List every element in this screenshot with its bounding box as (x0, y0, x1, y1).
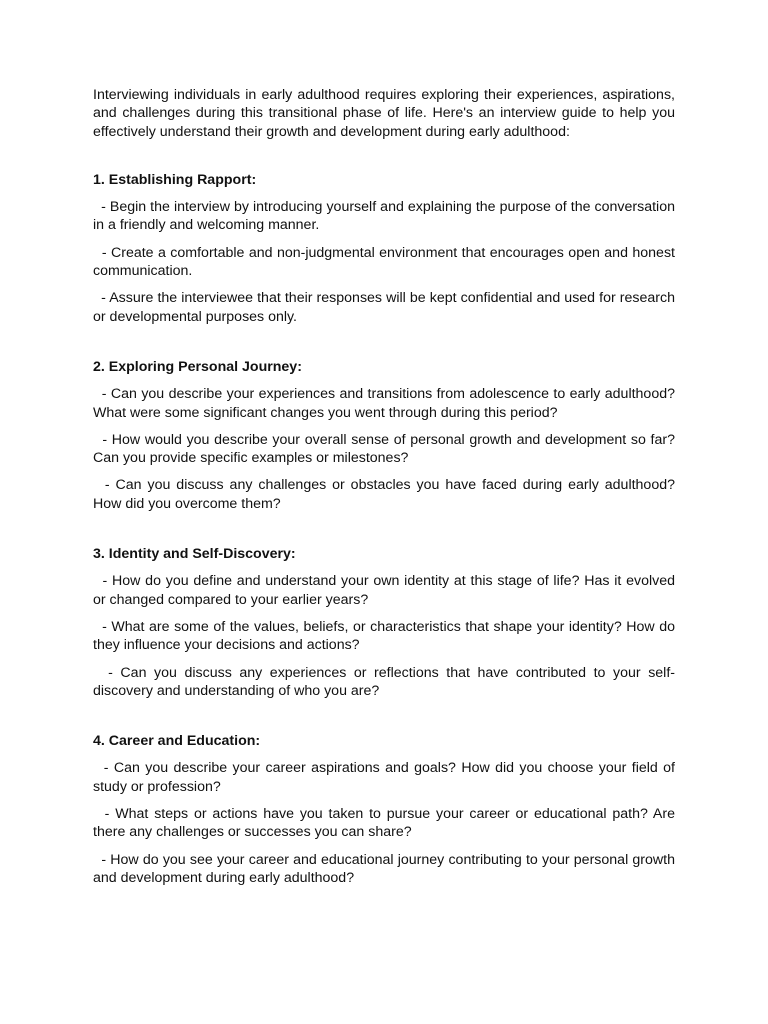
section-heading: 4. Career and Education: (93, 733, 261, 750)
list-item: - Can you describe your career aspirations and goals? How did you choose your field of study or profession? (93, 760, 675, 795)
list-item: - Create a comfortable and non-judgmental environment that encourages open and honest communication. (93, 244, 675, 280)
section-establishing-rapport (93, 171, 675, 326)
list-item: - How do you define and understand your own identity at this stage of life? Has it evolved or changed compared to your earlier years? (93, 573, 675, 608)
list-item: - How would you describe your overall sense of personal growth and development so far? Can you provide specific examples or milestones? (93, 431, 675, 467)
list-item: - What steps or actions have you taken to pursue your career or educational path? Are there any challenges or successes you can share? (93, 806, 675, 841)
list-item: - How do you see your career and educational journey contributing to your personal growth and development during early adulthood? (93, 851, 675, 886)
section-heading: 2. Exploring Personal Journey: (93, 358, 302, 375)
document-page (93, 86, 675, 887)
section-identity-self-discovery (93, 545, 675, 700)
section-heading: 1. Establishing Rapport: (93, 171, 257, 188)
list-item: - Assure the interviewee that their responses will be kept confidential and used for research or developmental purposes only. (93, 290, 675, 325)
list-item: - Can you discuss any experiences or reflections that have contributed to your self-discovery and understanding of who you are? (93, 664, 675, 699)
section-heading: 3. Identity and Self-Discovery: (93, 546, 296, 563)
list-item: - Can you describe your experiences and transitions from adolescence to early adulthood? What were some significant changes you went through during this period? (93, 386, 675, 421)
list-item: - Begin the interview by introducing yourself and explaining the purpose of the conversation in a friendly and welcoming manner. (93, 199, 675, 234)
list-item: - What are some of the values, beliefs, or characteristics that shape your identity? How do they influence your decisions and actions? (93, 618, 675, 654)
section-exploring-personal-journey (93, 358, 675, 513)
list-item: - Can you discuss any challenges or obstacles you have faced during early adulthood? How did you overcome them? (93, 477, 675, 512)
section-career-education (93, 732, 675, 887)
intro-paragraph: Interviewing individuals in early adulthood requires exploring their experiences, aspirations, and challenges during this transitional phase of life. Here's an interview guide to help you effectively understand their growth and development during early adulthood: (93, 87, 675, 140)
